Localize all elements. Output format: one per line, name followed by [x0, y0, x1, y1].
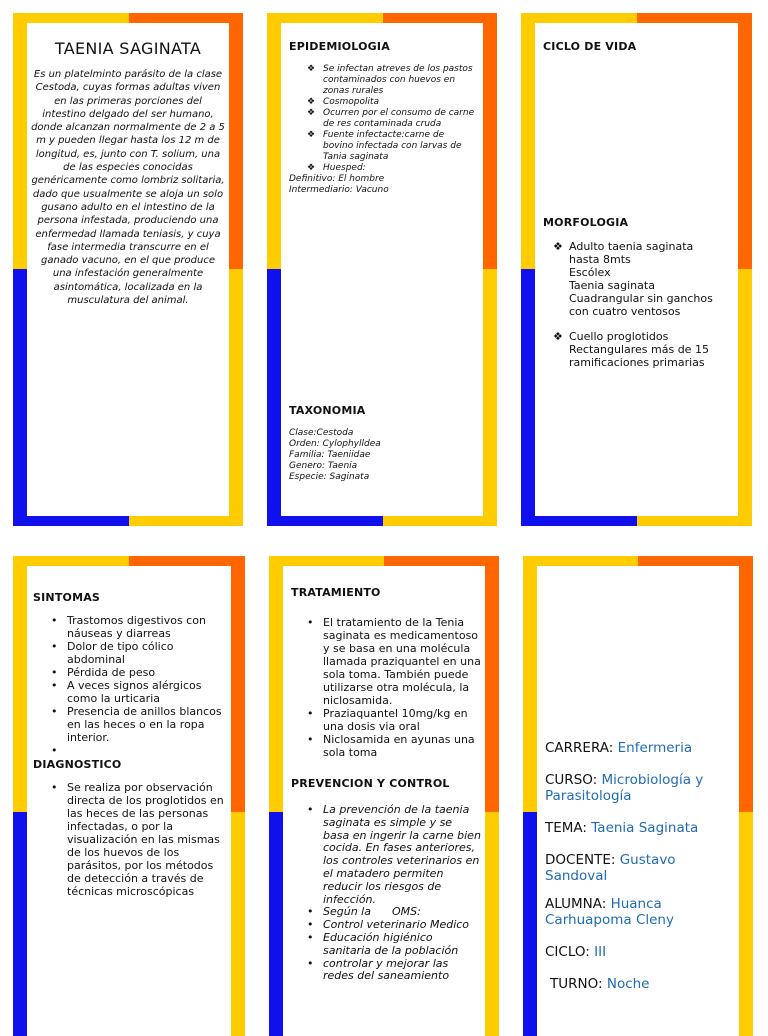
taxonomia-line: Orden: Cylophylldea	[289, 439, 381, 449]
list-item: • La prevención de la taenia saginata es simple y se basa en ingerir la carne bien cocida. En fases anteriores, los controles veterinarios en el matadero permiten reducir los riesgos de infección.	[303, 804, 481, 906]
carrera-label: CARRERA:	[545, 740, 614, 756]
frame-right-orange	[483, 13, 497, 269]
frame-left-blue	[523, 812, 537, 1036]
alumna-value: Huanca Carhuapoma Cleny	[545, 896, 674, 928]
epidemiologia-list	[305, 64, 477, 174]
frame-left-blue	[267, 269, 281, 526]
taxonomia-heading: TAXONOMIA	[289, 404, 366, 417]
sintomas-panel	[13, 556, 245, 1036]
taxonomia-line: Especie: Saginata	[289, 472, 370, 482]
prevencion-heading: PREVENCION Y CONTROL	[291, 777, 450, 790]
frame-right-orange	[231, 556, 245, 812]
epidemiologia-panel	[267, 13, 497, 526]
sintomas-list	[47, 614, 227, 757]
frame-right-orange	[229, 13, 243, 269]
frame-left-yellow	[13, 556, 27, 812]
taxonomia-line: Familia: Taeniidae	[289, 450, 371, 460]
docente-label: DOCENTE:	[545, 852, 616, 868]
morfologia-list	[551, 240, 727, 369]
carrera-row	[545, 740, 735, 756]
list-item: • Educación higiénico sanitaria de la población	[303, 932, 481, 958]
frame-right-yellow	[483, 269, 497, 526]
taxonomia-line: Genero: Taenia	[289, 461, 358, 471]
frame-top-yellow	[521, 13, 637, 23]
ciclo-heading: CICLO DE VIDA	[543, 40, 637, 53]
frame-left-blue	[13, 269, 27, 526]
docente-row	[545, 852, 735, 884]
frame-top-orange	[129, 556, 245, 566]
frame-left-yellow	[267, 13, 281, 269]
frame-right-yellow	[231, 812, 245, 1036]
ciclo-label: CICLO:	[545, 944, 590, 960]
list-item: • Presencia de anillos blancos en las heces o en la ropa interior.	[47, 705, 227, 744]
frame-top-yellow	[267, 13, 383, 23]
morfologia-item-line: Taenia saginata	[569, 279, 655, 292]
carrera-value: Enfermeria	[617, 740, 693, 756]
frame-bottom-blue	[13, 516, 129, 526]
morfologia-item-line: Rectangulares más de 15 ramificaciones primarias	[569, 343, 709, 369]
frame-bottom-blue	[521, 516, 637, 526]
frame-left-yellow	[521, 13, 535, 269]
curso-row	[545, 772, 735, 804]
list-item: ❖ Ocurren por el consumo de carne de res contaminada cruda	[305, 108, 477, 130]
list-item: • Pérdida de peso	[47, 666, 227, 679]
frame-right-orange	[738, 13, 752, 269]
host-definitive: Definitivo: El hombre	[289, 174, 385, 184]
intro-text: Es un platelminto parásito de la clase Cestoda, cuyas formas adultas viven en las primeras porciones del intestino delgado del ser humano, donde alcanzan normalmente de 2 a 5 m y pueden llegar hasta los 12 m de longitud, es, junto con T. solium, una de las especies conocidas genéricamente como lombriz solitaria, dado que usualmente se aloja un solo gusano adulto en el intestino de la persona infestada, produciendo una enfermedad llamada teniasis, y cuya fase intermedia transcurre en el ganado vacuno, en el que produce una infestación generalmente asintomática, localizada en la musculatura del animal.	[31, 69, 225, 307]
taxonomia-list	[289, 428, 381, 483]
prevencion-list	[303, 804, 481, 983]
frame-top-yellow	[13, 13, 129, 23]
list-item	[551, 240, 727, 318]
frame-right-yellow	[738, 269, 752, 526]
frame-top-yellow	[269, 556, 384, 566]
turno-value: Noche	[606, 976, 650, 992]
tratamiento-list	[303, 616, 481, 759]
diagnostico-list	[47, 781, 227, 898]
frame-left-yellow	[523, 556, 537, 812]
frame-bottom-yellow	[637, 516, 752, 526]
epidemiologia-heading: EPIDEMIOLOGIA	[289, 40, 390, 53]
frame-top-orange	[129, 13, 243, 23]
curso-value: Microbiología y Parasitología	[545, 772, 704, 804]
frame-left-yellow	[13, 13, 27, 269]
list-item: ❖ Fuente infectacte:carne de bovino infectada con larvas de Tania saginata	[305, 130, 477, 163]
turno-row	[545, 976, 735, 992]
list-item: • Control veterinario Medico	[303, 919, 481, 932]
diagnostico-heading: DIAGNOSTICO	[33, 758, 122, 771]
list-item: • controlar y mejorar las redes del saneamiento	[303, 958, 481, 984]
page-title: TAENIA SAGINATA	[54, 39, 202, 58]
frame-left-yellow	[269, 556, 283, 812]
list-item	[551, 330, 727, 369]
frame-bottom-yellow	[129, 516, 243, 526]
list-item: • Dolor de tipo cólico abdominal	[47, 640, 227, 666]
frame-right-yellow	[229, 269, 243, 526]
morfologia-item-title: ❖ Adulto taenia saginata hasta 8mts	[569, 240, 694, 266]
list-item: • Praziaquantel 10mg/kg en una dosis via oral	[303, 707, 481, 733]
morfologia-item-line: Cuadrangular sin ganchos con cuatro ventosos	[569, 292, 713, 318]
tratamiento-panel	[269, 556, 499, 1036]
frame-top-orange	[383, 13, 497, 23]
ciclo-row	[545, 944, 735, 960]
turno-label: TURNO:	[550, 976, 603, 992]
tema-label: TEMA:	[545, 820, 587, 836]
intro-panel	[13, 13, 243, 526]
ciclo-morfologia-panel	[521, 13, 752, 526]
frame-top-orange	[637, 13, 752, 23]
list-item: • El tratamiento de la Tenia saginata es medicamentoso y se basa en una molécula llamada praziquantel en una sola toma. También puede utilizarse otra molécula, la niclosamida.	[303, 616, 481, 707]
frame-top-yellow	[13, 556, 129, 566]
morfologia-heading: MORFOLOGIA	[543, 216, 629, 229]
list-item: ❖ Cosmopolita	[305, 97, 477, 108]
frame-top-orange	[638, 556, 753, 566]
morfologia-item-title: ❖ Cuello proglotidos	[569, 330, 669, 343]
frame-left-blue	[521, 269, 535, 526]
frame-right-orange	[485, 556, 499, 812]
frame-left-blue	[13, 812, 27, 1036]
alumna-label: ALUMNA:	[545, 896, 607, 912]
tema-row	[545, 820, 735, 836]
morfologia-item-line: Escólex	[569, 266, 611, 279]
curso-label: CURSO:	[545, 772, 598, 788]
list-item: ❖ Se infectan atreves de los pastos contaminados con huevos en zonas rurales	[305, 64, 477, 97]
frame-bottom-yellow	[383, 516, 497, 526]
frame-top-orange	[384, 556, 499, 566]
tratamiento-heading: TRATAMIENTO	[291, 586, 381, 599]
list-item: • Se realiza por observación directa de los proglotidos en las heces de las personas infectadas, o por la visualización en las mismas de los huevos de los parásitos, por los métodos de detección a través de técnicas microscópicas	[47, 781, 227, 898]
frame-right-yellow	[739, 812, 753, 1036]
tema-value: Taenia Saginata	[591, 820, 699, 836]
sintomas-heading: SINTOMAS	[33, 591, 101, 604]
cover-panel	[523, 556, 753, 1036]
frame-bottom-blue	[267, 516, 383, 526]
list-item: • Trastomos digestivos con náuseas y diarreas	[47, 614, 227, 640]
frame-right-yellow	[485, 812, 499, 1036]
list-item: ❖ Huesped:	[305, 163, 477, 174]
host-intermediate: Intermediario: Vacuno	[289, 185, 389, 195]
list-item: • A veces signos alérgicos como la urticaria	[47, 679, 227, 705]
list-item: • Según la OMS:	[303, 906, 481, 919]
ciclo-value: III	[594, 944, 607, 960]
frame-top-yellow	[523, 556, 638, 566]
list-item: • Niclosamida en ayunas una sola toma	[303, 733, 481, 759]
alumna-row	[545, 896, 735, 928]
list-item	[47, 744, 227, 757]
taxonomia-line: Clase:Cestoda	[289, 428, 354, 438]
frame-right-orange	[739, 556, 753, 812]
frame-left-blue	[269, 812, 283, 1036]
docente-value: Gustavo Sandoval	[545, 852, 676, 884]
